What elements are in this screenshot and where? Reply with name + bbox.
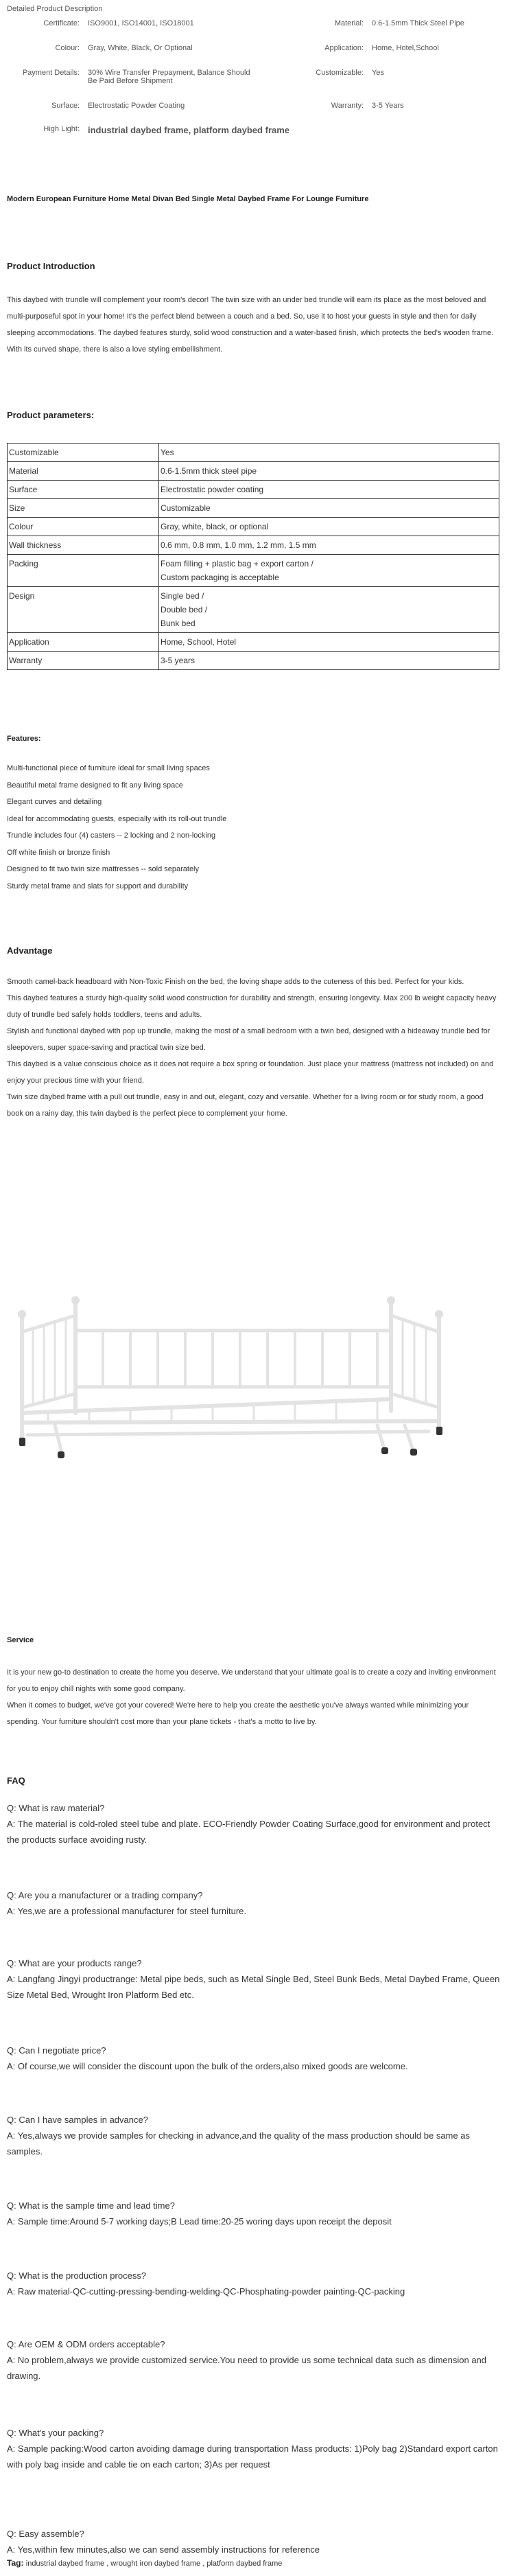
spec-value: 30% Wire Transfer Prepayment, Balance Should Be Paid Before Shipment [88,69,250,85]
faq-question: Q: Are you a manufacturer or a trading company? [7,1890,203,1900]
faq-question: Q: What's your packing? [7,2428,104,2438]
table-row [8,555,499,587]
spec-value: Home, Hotel,School [372,44,439,52]
faq-question: Q: What are your products range? [7,1958,142,1968]
faq-item [7,2043,501,2074]
param-key: Packing [8,555,159,587]
spec-label: Payment Details: [22,69,80,77]
faq-answer: A: Sample packing:Wood carton avoiding damage during transportation Mass products: 1)Poly bag 2)Standard export carton with poly bag inside and cable tie on each carton; 3)As per request [7,2443,498,2470]
spec-label: Customizable: [316,69,364,77]
table-row [8,536,499,555]
table-row [8,481,499,499]
faq-answer: A: Langfang Jingyi productrange: Metal pipe beds, such as Metal Single Bed, Steel Bunk Beds, Metal Daybed Frame, Queen Size Metal Bed, Wrought Iron Platform Bed etc. [7,1974,500,2000]
faq-item [7,1887,501,1919]
service-paragraph: When it comes to budget, we've got your covered! We're here to help you create the aesthetic you've always wanted while minimizing your spending. Your furniture shouldn't cost more than your plane tickets - that's a motto to live by. [7,1701,469,1726]
param-value: Single bed / [161,591,204,601]
faq-heading: FAQ [7,1775,25,1786]
param-key: Customizable [8,444,159,462]
param-value: Electrostatic powder coating [159,481,499,499]
faq-item [7,2112,501,2159]
table-row [8,499,499,518]
list-item: Elegant curves and detailing [7,798,102,806]
tag-label: Tag: [7,2558,24,2568]
tag-line [7,2558,282,2568]
advantage-paragraph: This daybed features a sturdy high-quality solid wood construction for durability and strength, ensuring longevity. Max 200 lb weight capacity heavy duty of trundle bed safely holds toddlers, teens and adults. [7,994,497,1019]
table-row [8,633,499,652]
faq-question: Q: Can I have samples in advance? [7,2115,148,2125]
features-list [7,760,501,895]
param-value: Bunk bed [161,619,196,628]
service-paragraph: It is your new go-to destination to create the home you deserve. We understand that your ultimate goal is to create a cozy and inviting environment for you to enjoy chill nights with some good company. [7,1668,496,1693]
faq-item [7,2336,501,2384]
faq-answer: A: Raw material-QC-cutting-pressing-bending-welding-QC-Phosphating-powder painting-QC-packing [7,2286,405,2297]
spec-label: Warranty: [331,102,364,110]
spec-value: 3-5 Years [372,102,404,110]
table-row [8,518,499,536]
spec-value: Gray, White, Black, Or Optional [88,44,193,52]
spec-label: Surface: [51,102,80,110]
param-value: Custom packaging is acceptable [161,573,279,582]
param-key: Material [8,462,159,481]
faq-question: Q: Are OEM & ODM orders acceptable? [7,2339,165,2349]
table-row [8,587,499,633]
intro-text: This daybed with trundle will complement your room's decor! The twin size with an under bed trundle will earn its place as the most beloved and multi-purposeful spot in your home! It's the perfect blend between a couch and a bed. So, use it to host your guests in style and then for daily sleeping accommodations. The daybed features sturdy, solid wood construction and a water-based finish, which protects the bed's wooden frame. With its curved shape, there is also a love styling embellishment. [7,296,494,354]
faq-answer: A: No problem,always we provide customized service.You need to provide us some technical data such as dimension and drawing. [7,2355,487,2381]
param-value: Yes [159,444,499,462]
params-heading: Product parameters: [7,410,95,420]
param-value: Foam filling + plastic bag + export carton / [161,559,313,568]
faq-answer: A: Yes,we are a professional manufacturer for steel furniture. [7,1906,247,1916]
features-heading: Features: [7,735,41,743]
list-item: Off white finish or bronze finish [7,848,110,857]
list-item: Trundle includes four (4) casters -- 2 locking and 2 non-locking [7,831,216,840]
tag-links[interactable]: industrial daybed frame , wrought iron daybed frame , platform daybed frame [25,2560,283,2568]
product-title: Modern European Furniture Home Metal Divan Bed Single Metal Daybed Frame For Lounge Furniture [7,195,369,203]
advantage-paragraph: This daybed is a value conscious choice as it does not require a box spring or foundation. Just place your mattress (mattress not included) on and enjoy your precious time with your friend. [7,1060,494,1085]
list-item: Multi-functional piece of furniture ideal for small living spaces [7,764,210,772]
faq-item [7,1800,501,1848]
faq-item [7,2268,501,2299]
faq-answer: A: Yes,within few minutes,also we can send assembly instructions for reference [7,2544,320,2555]
param-key: Warranty [8,652,159,670]
param-value: 0.6 mm, 0.8 mm, 1.0 mm, 1.2 mm, 1.5 mm [159,536,499,555]
faq-answer: A: The material is cold-roled steel tube and plate. ECO-Friendly Powder Coating Surface,good for environment and protect the products surface avoiding rusty. [7,1819,490,1845]
faq-item [7,2526,501,2557]
table-row [8,462,499,481]
faq-question: Q: What is raw material? [7,1803,105,1813]
param-value: Customizable [159,499,499,518]
spec-value: ISO9001, ISO14001, ISO18001 [88,19,194,27]
spec-label: Colour: [55,44,80,52]
faq-item [7,1955,501,2003]
faq-item [7,2198,501,2229]
advantage-paragraph: Stylish and functional daybed with pop up trundle, making the most of a small bedroom with a twin bed, designed with a hideaway trundle bed for sleepovers, super space-saving and practical twin size bed. [7,1027,490,1052]
spec-table [0,16,509,143]
param-key: Wall thickness [8,536,159,555]
faq-answer: A: Yes,always we provide samples for checking in advance,and the quality of the mass production should be same as samples. [7,2130,470,2157]
param-key: Size [8,499,159,518]
spec-label: Material: [334,19,364,27]
spec-value: 0.6-1.5mm Thick Steel Pipe [372,19,464,27]
list-item: Designed to fit two twin size mattresses -- sold separately [7,865,200,873]
param-value: Double bed / [161,605,208,614]
faq-question: Q: Easy assemble? [7,2529,84,2539]
list-item: Ideal for accommodating guests, especially with its roll-out trundle [7,814,227,823]
highlight-label: High Light: [43,125,80,133]
spec-label: Application: [324,44,364,52]
param-value: Gray, white, black, or optional [159,518,499,536]
param-key: Design [8,587,159,633]
faq-answer: A: Sample time:Around 5-7 working days;B Lead time:20-25 woring days upon receipt the deposit [7,2216,392,2227]
product-image [7,1291,453,1476]
intro-heading: Product Introduction [7,261,95,271]
faq-question: Q: What is the sample time and lead time? [7,2200,175,2211]
advantage-paragraph: Twin size daybed frame with a pull out trundle, easy in and out, elegant, cozy and versatile. Whether for a living room or for study room, a good book on a rainy day, this twin daybed is the perfect piece to complement your home. [7,1093,484,1118]
advantage-paragraph: Smooth camel-back headboard with Non-Toxic Finish on the bed, the loving shape adds to the cuteness of this bed. Perfect for your kids. [7,978,464,986]
faq-answer: A: Of course,we will consider the discount upon the bulk of the orders,also mixed goods are welcome. [7,2061,408,2071]
params-table [7,443,499,670]
param-key: Colour [8,518,159,536]
list-item: Sturdy metal frame and slats for support and durability [7,882,189,890]
advantage-heading: Advantage [7,945,53,956]
list-item: Beautiful metal frame designed to fit any living space [7,781,183,790]
faq-question: Q: What is the production process? [7,2270,147,2281]
param-key: Surface [8,481,159,499]
service-heading: Service [7,1636,34,1644]
param-value: 3-5 years [159,652,499,670]
spec-label: Certificate: [43,19,80,27]
spec-value: Electrostatic Powder Coating [88,102,185,110]
param-value: 0.6-1.5mm thick steel pipe [159,462,499,481]
advantage-text [7,974,501,1122]
faq-question: Q: Can I negotiate price? [7,2045,106,2056]
detail-title: Detailed Product Description [7,5,103,13]
param-key: Application [8,633,159,652]
service-text [7,1664,501,1730]
spec-value: Yes [372,69,384,77]
table-row [8,444,499,462]
param-value: Home, School, Hotel [159,633,499,652]
faq-item [7,2425,501,2472]
table-row [8,652,499,670]
highlight-value: industrial daybed frame, platform daybed frame [88,125,290,135]
